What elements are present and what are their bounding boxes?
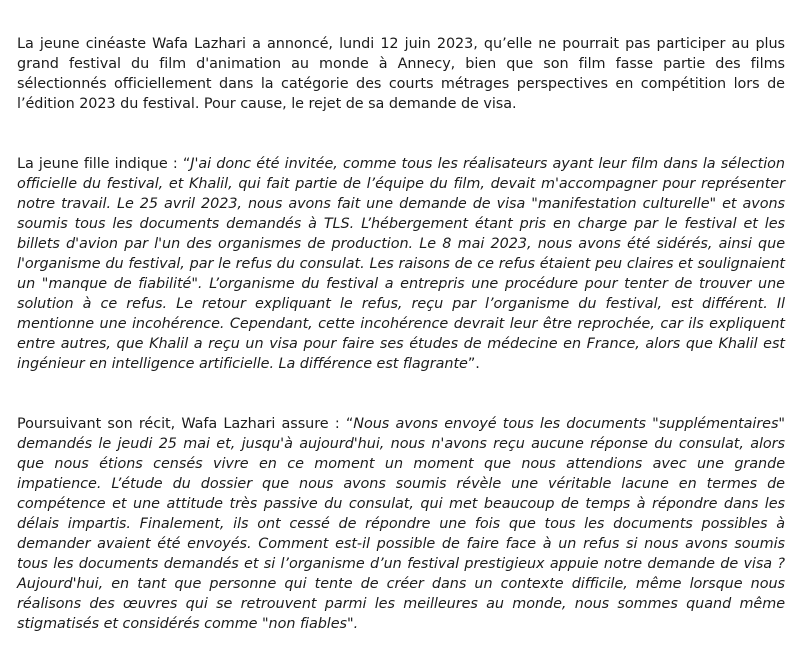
testimony-intro: La jeune fille indique : “ xyxy=(17,156,191,172)
account-quote: Nous avons envoyé tous les documents "supplémentaires" demandés le jeudi 25 mai et, jusqu'à aujourd'hui, nous n'avons reçu aucune réponse du consulat, alors que nous étions censés vivre en ce moment un moment que nous attendions avec une grande impatience. L’étude du dossier que nous avons soumis révèle une véritable lacune en termes de compétence et une attitude très passive du consulat, qui met beaucoup de temps à répondre dans les délais impartis. Finalement, ils ont cessé de répondre une fois que tous les documents possibles à demander avaient été envoyés. Comment est-il possible de faire face à un refus si nous avons soumis tous les documents demandés et si l’organisme d’un festival prestigieux appuie notre demande de visa ? Aujourd'hui, en tant que personne qui tente de créer dans un contexte difficile, même lorsque nous réalisons des œuvres qui se retrouvent parmi les meilleures au monde, nous sommes quand même stigmatisés et considérés comme "non fiables". xyxy=(17,416,786,632)
testimony-end: ”. xyxy=(467,356,480,372)
testimony-quote: J'ai donc été invitée, comme tous les réalisateurs ayant leur film dans la sélection officielle du festival, et Khalil, qui fait partie de l’équipe du film, devait m'accompagner pour représenter notre travail. Le 25 avril 2023, nous avons fait une demande de visa "manifestation culturelle" et avons soumis tous les documents demandés à TLS. L’hébergement étant pris en charge par le festival et les billets d'avion par l'un des organismes de production. Le 8 mai 2023, nous avons été sidérés, ainsi que l'organisme du festival, par le refus du consulat. Les raisons de ce refus étaient peu claires et soulignaient un "manque de fiabilité". L’organisme du festival a entrepris une procédure pour tenter de trouver une solution à ce refus. Le retour expliquant le refus, reçu par l’organisme du festival, est différent. Il mentionne une incohérence. Cependant, cette incohérence devrait leur être reprochée, car ils expliquent entre autres, que Khalil a reçu un visa pour faire ses études de médecine en France, alors que Khalil est ingénieur en intelligence artificielle. La différence est flagrante xyxy=(17,156,785,372)
account-intro: Poursuivant son récit, Wafa Lazhari assure : “ xyxy=(17,416,354,432)
paragraph-account xyxy=(17,414,785,634)
paragraph-announcement: La jeune cinéaste Wafa Lazhari a annoncé, lundi 12 juin 2023, qu’elle ne pourrait pas participer au plus grand festival du film d'animation au monde à Annecy, bien que son film fasse partie des films sélectionnés officiellement dans la catégorie des courts métrages perspectives en compétition lors de l’édition 2023 du festival. Pour cause, le rejet de sa demande de visa. xyxy=(17,36,785,112)
paragraph-testimony xyxy=(17,154,785,374)
article-body xyxy=(17,34,785,634)
